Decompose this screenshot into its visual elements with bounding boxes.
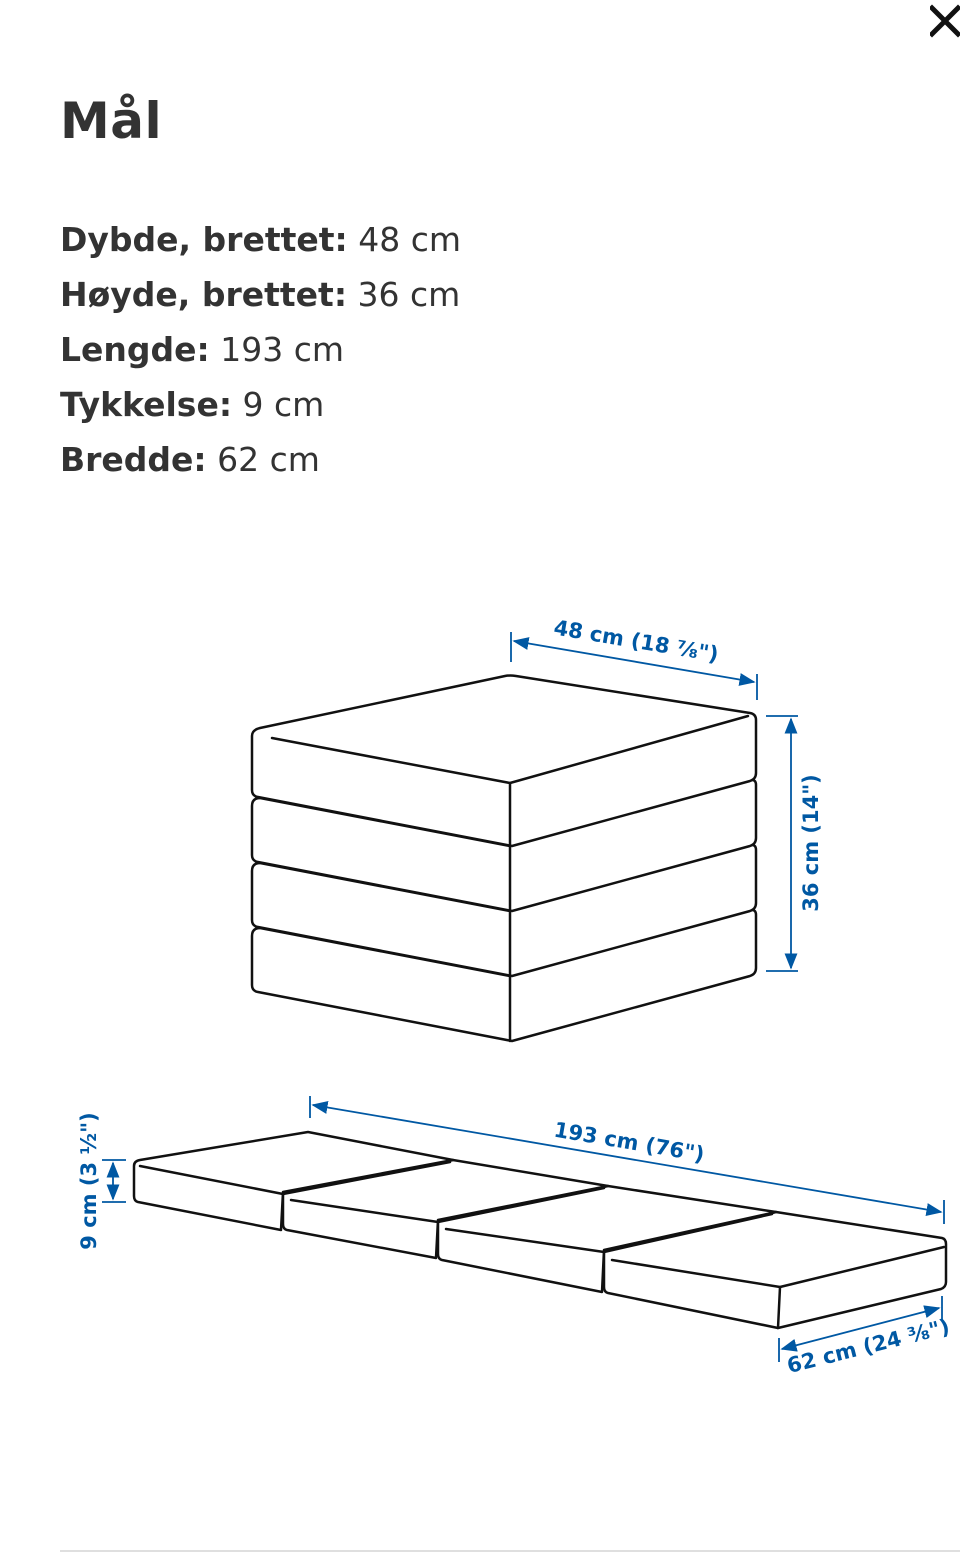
spec-row-length	[60, 322, 461, 377]
close-icon	[930, 4, 960, 38]
spec-row-height-folded	[60, 267, 461, 322]
label-width: 62 cm (24 ⅜")	[784, 1314, 953, 1379]
page-title: Mål	[60, 92, 163, 150]
spec-row-width	[60, 432, 461, 487]
spec-label: Tykkelse:	[60, 385, 233, 424]
spec-value: 48 cm	[358, 220, 462, 259]
spec-value: 9 cm	[242, 385, 325, 424]
spec-row-depth-folded	[60, 212, 461, 267]
dimension-list	[60, 212, 461, 487]
label-folded-depth: 48 cm (18 ⅞")	[552, 615, 721, 667]
close-button[interactable]	[920, 0, 960, 44]
unfolded-mattress	[134, 1132, 946, 1328]
spec-row-thickness	[60, 377, 461, 432]
spec-label: Lengde:	[60, 330, 210, 369]
divider	[60, 1550, 960, 1552]
spec-label: Bredde:	[60, 440, 207, 479]
folded-mattress-stack	[252, 676, 756, 1042]
spec-label: Høyde, brettet:	[60, 275, 348, 314]
spec-value: 62 cm	[217, 440, 320, 479]
spec-label: Dybde, brettet:	[60, 220, 348, 259]
label-length: 193 cm (76")	[552, 1117, 707, 1167]
label-folded-height: 36 cm (14")	[799, 774, 823, 912]
spec-value: 36 cm	[357, 275, 461, 314]
spec-value: 193 cm	[220, 330, 345, 369]
label-thickness: 9 cm (3 ½")	[77, 1112, 101, 1250]
dimension-illustration	[60, 545, 960, 1435]
